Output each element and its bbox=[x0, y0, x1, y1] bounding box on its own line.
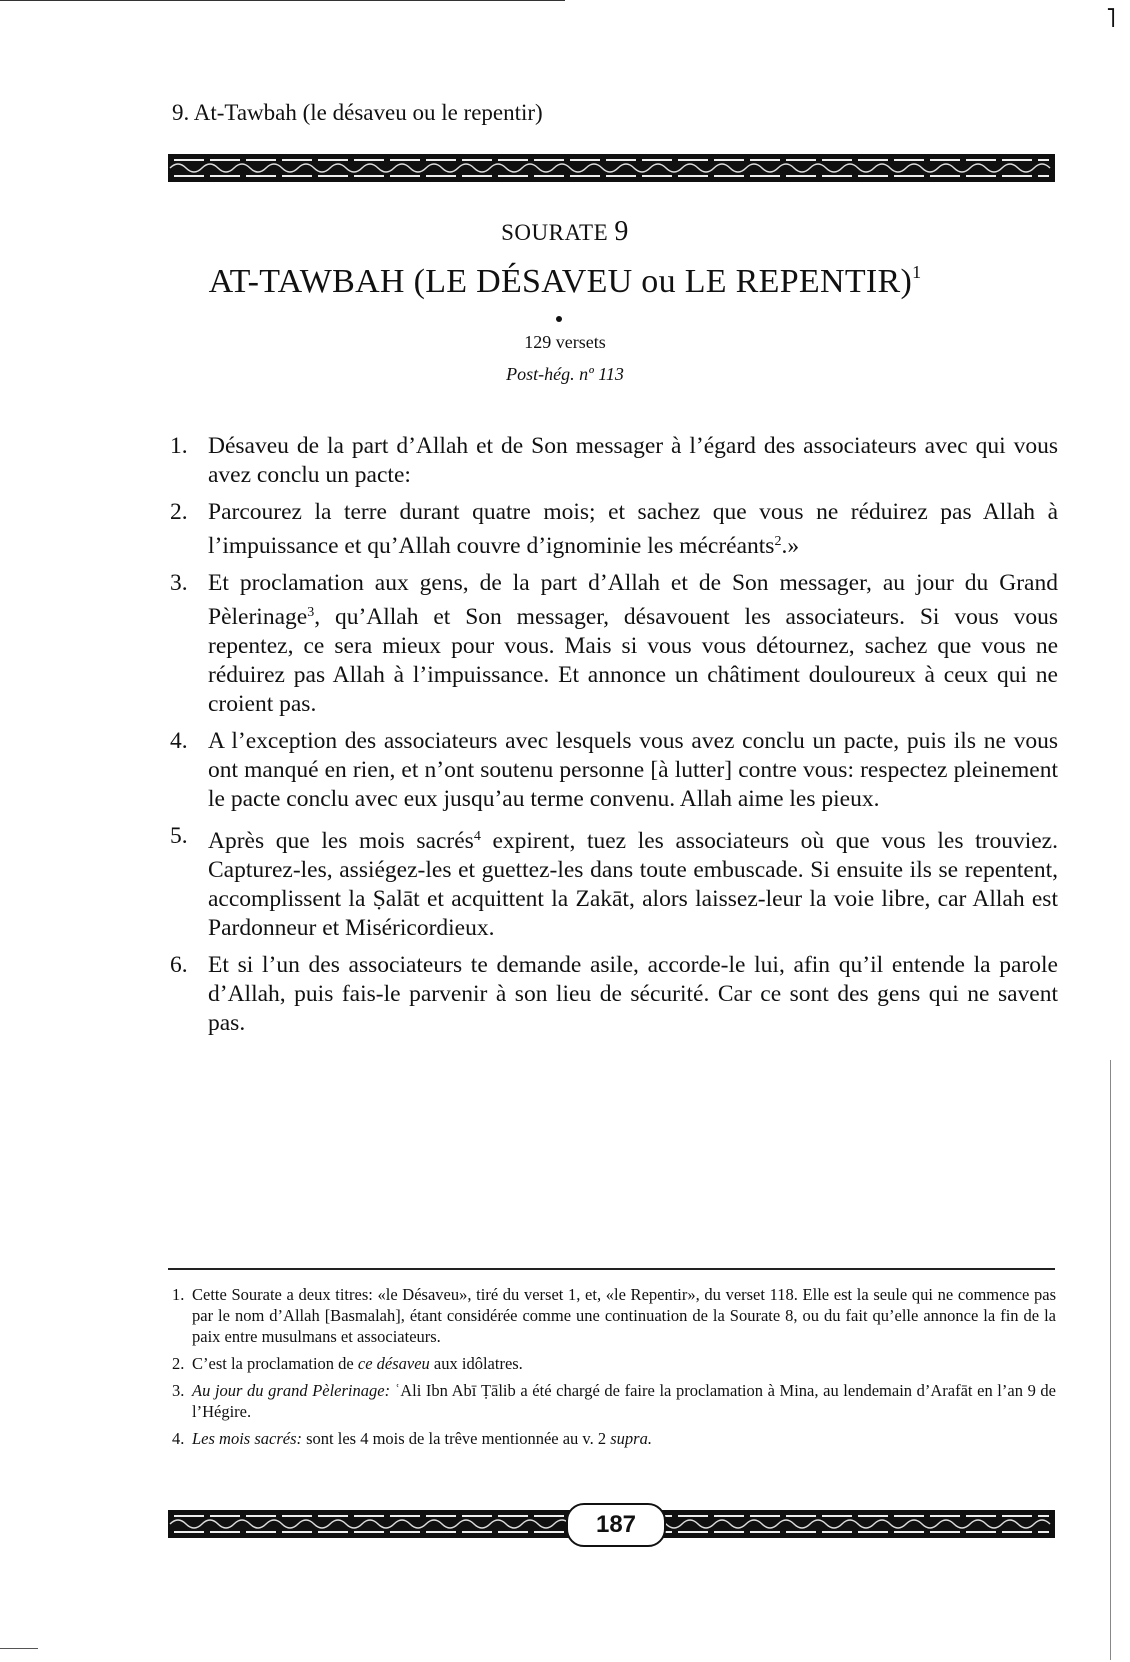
verse-text: expirent, tuez les associateurs où que vous les trouviez. Capturez-les, assiégez-les et guettez-les dans toute embuscade. Si ensuite ils se repentent, accomplissent la Ṣalāt et acquittent la Zakāt, alors laissez-leur la voie libre, car Allah est Pardonneur et Miséricordieux. bbox=[208, 828, 1058, 941]
scan-edge-line bbox=[1110, 1060, 1111, 1660]
surah-title bbox=[0, 262, 1130, 301]
footnote-italic-text: Les mois sacrés: bbox=[192, 1429, 302, 1448]
footnote-text: C’est la proclamation de bbox=[192, 1354, 358, 1373]
surah-label-word: SOURATE bbox=[501, 220, 609, 245]
verse-number: 5. bbox=[170, 823, 188, 849]
chain-pattern-icon bbox=[168, 154, 1055, 182]
chronology-note: Post-hég. nº 113 bbox=[506, 364, 624, 384]
footnote-number: 4. bbox=[172, 1429, 185, 1448]
scan-top-line bbox=[0, 0, 565, 1]
verse-number: 4. bbox=[170, 728, 188, 754]
surah-label-number: 9 bbox=[614, 216, 629, 247]
verse-text: Et si l’un des associateurs te demande asile, accorde-le lui, afin qu’il entende la parole d’Allah, puis fais-le parvenir à son lieu de sécurité. Car ce sont des gens qui ne savent pas. bbox=[208, 952, 1058, 1036]
surah-title-text: AT-TAWBAH (LE DÉSAVEU ou LE REPENTIR) bbox=[208, 263, 913, 300]
footnote-number: 2. bbox=[172, 1354, 185, 1373]
footnote-text: aux idôlatres. bbox=[429, 1354, 523, 1373]
surah-label bbox=[0, 216, 1130, 248]
footnote bbox=[172, 1380, 1056, 1422]
verse-text: Et proclamation aux gens, de la part d’Allah et de Son messager, au jour du Grand Pèlerinage bbox=[208, 570, 1058, 630]
verse-list bbox=[170, 432, 1058, 1046]
verse-number: 2. bbox=[170, 499, 188, 525]
footnote-number: 1. bbox=[172, 1285, 185, 1304]
footnote-italic-text: supra. bbox=[610, 1429, 652, 1448]
verse-number: 1. bbox=[170, 433, 188, 459]
footnote-italic-text: ce désaveu bbox=[357, 1354, 430, 1373]
verse bbox=[170, 951, 1058, 1038]
footnote bbox=[172, 1428, 1056, 1449]
verse-number: 6. bbox=[170, 952, 188, 978]
verse-count: 129 versets bbox=[524, 332, 606, 352]
footnote-text: ʿAli Ibn Abī Ṭālib a été chargé de faire la proclamation à Mina, au lendemain d’Arafāt en l’an 9 de l’Hégire. bbox=[192, 1381, 1057, 1421]
verse-text: A l’exception des associateurs avec lesquels vous avez conclu un pacte, puis ils ne vous ont manqué en rien, et n’ont soutenu personne [à lutter] contre vous: respectez pleinement le pacte conclu avec eux jusqu’au terme convenu. Allah aime les pieux. bbox=[208, 728, 1058, 812]
note-reference: 3 bbox=[307, 605, 315, 620]
running-head: 9. At-Tawbah (le désaveu ou le repentir) bbox=[172, 100, 543, 125]
corner-mark: ˥ bbox=[1106, 4, 1116, 33]
surah-title-note-ref: 1 bbox=[912, 262, 922, 282]
verse-text: Parcourez la terre durant quatre mois; et sachez que vous ne réduirez pas Allah à l’impuissance et qu’Allah couvre d’ignominie les mécréants bbox=[208, 499, 1058, 559]
verse bbox=[170, 822, 1058, 943]
verse-text: .» bbox=[781, 533, 800, 559]
footnote-list bbox=[172, 1284, 1056, 1455]
footnote-text: Cette Sourate a deux titres: «le Désaveu», tiré du verset 1, et, «le Repentir», du verset 118. Elle est la seule qui ne commence pas par le nom d’Allah [Basmalah], étant considérée comme une continuation de la Sourate 8, ou du fait qu’elle annonce la fin de la paix entre musulmans et associateurs. bbox=[192, 1285, 1056, 1346]
verse-number: 3. bbox=[170, 570, 188, 596]
scan-mark bbox=[0, 1648, 38, 1649]
page-number: 187 bbox=[566, 1503, 666, 1547]
footnote-rule bbox=[168, 1268, 1055, 1270]
verse bbox=[170, 569, 1058, 719]
verse bbox=[170, 498, 1058, 561]
title-ornament-dot bbox=[556, 316, 562, 322]
footnote-text: sont les 4 mois de la trêve mentionnée au v. 2 bbox=[302, 1429, 611, 1448]
note-reference: 4 bbox=[473, 829, 481, 844]
footnote bbox=[172, 1353, 1056, 1374]
verse bbox=[170, 727, 1058, 814]
footnote-number: 3. bbox=[172, 1381, 185, 1400]
verse-text: Désaveu de la part d’Allah et de Son messager à l’égard des associateurs avec qui vous avez conclu un pacte: bbox=[208, 433, 1058, 488]
verse bbox=[170, 432, 1058, 490]
decorative-border-top bbox=[168, 154, 1055, 182]
footnote bbox=[172, 1284, 1056, 1347]
note-reference: 2 bbox=[774, 534, 782, 549]
footnote-italic-text: Au jour du grand Pèlerinage: bbox=[192, 1381, 391, 1400]
verse-text: , qu’Allah et Son messager, désavouent les associateurs. Si vous vous repentez, ce sera mieux pour vous. Mais si vous vous détournez, sachez que vous ne réduirez pas Allah à l’impuissance. Et annonce un châtiment douloureux à ceux qui ne croient pas. bbox=[208, 604, 1058, 717]
verse-text: Après que les mois sacrés bbox=[208, 828, 474, 854]
